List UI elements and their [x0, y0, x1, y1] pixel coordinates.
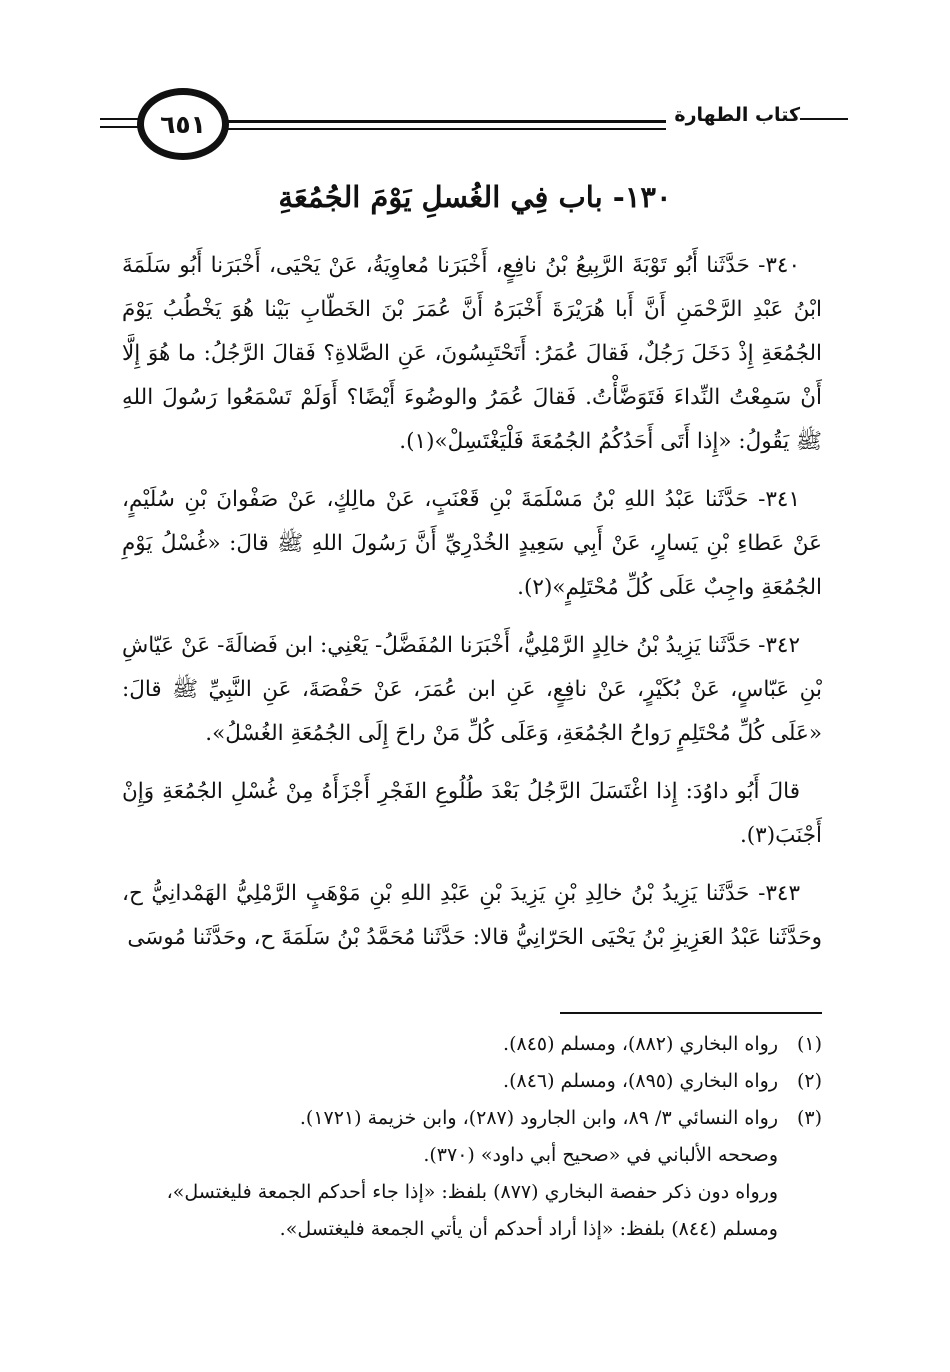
- footnote-continuation-line: ومسلم (٨٤٤) بلفظ: «إذا أراد أحدكم أن يأتي الجمعة فليغتسل».: [279, 1218, 778, 1240]
- commentary-paragraph: قالَ أَبُو داوُدَ: إِذا اغْتَسَلَ الرَّجُلُ بَعْدَ طُلُوعِ الفَجْرِ أَجْزَأَهُ مِنْ غُسْلِ الجُمُعَةِ وَإِنْ أَجْنَبَ(٣).: [122, 779, 822, 848]
- hadith-paragraph: ٣٤١- حَدَّثَنا عَبْدُ اللهِ بْنُ مَسْلَمَةَ بْنِ قَعْنَبٍ، عَنْ مالِكٍ، عَنْ صَفْوانَ بْنِ سُلَيْمٍ، عَنْ عَطاءِ بْنِ يَسارٍ، عَنْ أَبِي سَعِيدٍ الخُدْرِيِّ أَنَّ رَسُولَ اللهِ ﷺ قالَ: «غُسْلُ يَوْمِ الجُمُعَةِ واجِبٌ عَلَى كُلِّ مُحْتَلِمٍ»(٢).: [122, 487, 822, 600]
- footnote: [122, 1100, 822, 1137]
- footnote-text: رواه البخاري (٨٩٥)، ومسلم (٨٤٦).: [503, 1070, 778, 1092]
- footnotes: [122, 1026, 822, 1248]
- hadith-paragraph: ٣٤٣- حَدَّثَنا يَزِيدُ بْنُ خالِدِ بْنِ يَزِيدَ بْنِ عَبْدِ اللهِ بْنِ مَوْهَبٍ الرَّمْلِيُّ الهَمْدانِيُّ ح، وحَدَّثَنا عَبْدُ العَزِيزِ بْنُ يَحْيَى الحَرّانِيُّ قالا: حَدَّثَنا مُحَمَّدُ بْنُ سَلَمَةَ ح، وحَدَّثَنا مُوسَى: [122, 881, 822, 950]
- footnote-number: (٢): [796, 1070, 822, 1092]
- chapter-title: ١٣٠- باب فِي الغُسلِ يَوْمَ الجُمُعَةِ: [278, 180, 672, 214]
- header-rule-right: [800, 118, 848, 120]
- page-number-badge: [137, 88, 229, 160]
- book-title: كتاب الطهارة: [674, 104, 800, 126]
- main-text: [122, 244, 822, 960]
- page-number: ٦٥١: [160, 109, 206, 139]
- header-rule-middle-bottom: [226, 128, 666, 130]
- footnote: [122, 1063, 822, 1100]
- footnote-number: (٣): [796, 1107, 822, 1129]
- footnote-continuation-line: ورواه دون ذكر حفصة البخاري (٨٧٧) بلفظ: «إذا جاء أحدكم الجمعة فليغتسل»،: [166, 1181, 778, 1203]
- header-rule-left-top: [100, 118, 140, 120]
- footnote-text: رواه النسائي ٣/ ٨٩، وابن الجارود (٢٨٧)، وابن خزيمة (١٧٢١).: [299, 1107, 778, 1129]
- hadith-paragraph: ٣٤٠- حَدَّثَنا أَبُو تَوْبَةَ الرَّبِيعُ بْنُ نافِعٍ، أَخْبَرَنا مُعاوِيَةُ، عَنْ يَحْيَى، أَخْبَرَنا أَبُو سَلَمَةَ ابْنُ عَبْدِ الرَّحْمَنِ أَنَّ أَبا هُرَيْرَةَ أَخْبَرَهُ أَنَّ عُمَرَ بْنَ الخَطّابِ بَيْنا هُوَ يَخْطُبُ يَوْمَ الجُمُعَةِ إِذْ دَخَلَ رَجُلٌ، فَقالَ عُمَرُ: أَتَحْتَبِسُونَ، عَنِ الصَّلاةِ؟ فَقالَ الرَّجُلُ: ما هُوَ إِلَّا أَنْ سَمِعْتُ النِّداءَ فَتَوَضَّأْتُ. فَقالَ عُمَرُ والوضُوءَ أَيْضًا؟ أَوَلَمْ تَسْمَعُوا رَسُولَ اللهِ ﷺ يَقُولُ: «إِذا أَتَى أَحَدُكُمُ الجُمُعَةَ فَلْيَغْتَسِلْ»(١).: [122, 253, 822, 454]
- footnote-separator: [560, 1012, 822, 1014]
- hadith-paragraph: ٣٤٢- حَدَّثَنا يَزِيدُ بْنُ خالِدٍ الرَّمْلِيُّ، أَخْبَرَنا المُفَضَّلُ- يَعْنِي: ابن فَضالَةَ- عَنْ عَيّاشِ بْنِ عَبّاسٍ، عَنْ بُكَيْرٍ، عَنْ نافِعٍ، عَنِ ابن عُمَرَ، عَنْ حَفْصَةَ، عَنِ النَّبِيِّ ﷺ قالَ: «عَلَى كُلِّ مُحْتَلِمٍ رَواحُ الجُمُعَةِ، وَعَلَى كُلِّ مَنْ راحَ إِلَى الجُمُعَةِ الغُسْلُ».: [122, 633, 822, 746]
- footnote-text: رواه البخاري (٨٨٢)، ومسلم (٨٤٥).: [503, 1033, 778, 1055]
- footnote: [122, 1026, 822, 1063]
- footnote-number: (١): [796, 1033, 822, 1055]
- header-rule-left-bottom: [100, 126, 140, 128]
- footnote-continuation-line: وصححه الألباني في «صحيح أبي داود» (٣٧٠).: [423, 1144, 778, 1166]
